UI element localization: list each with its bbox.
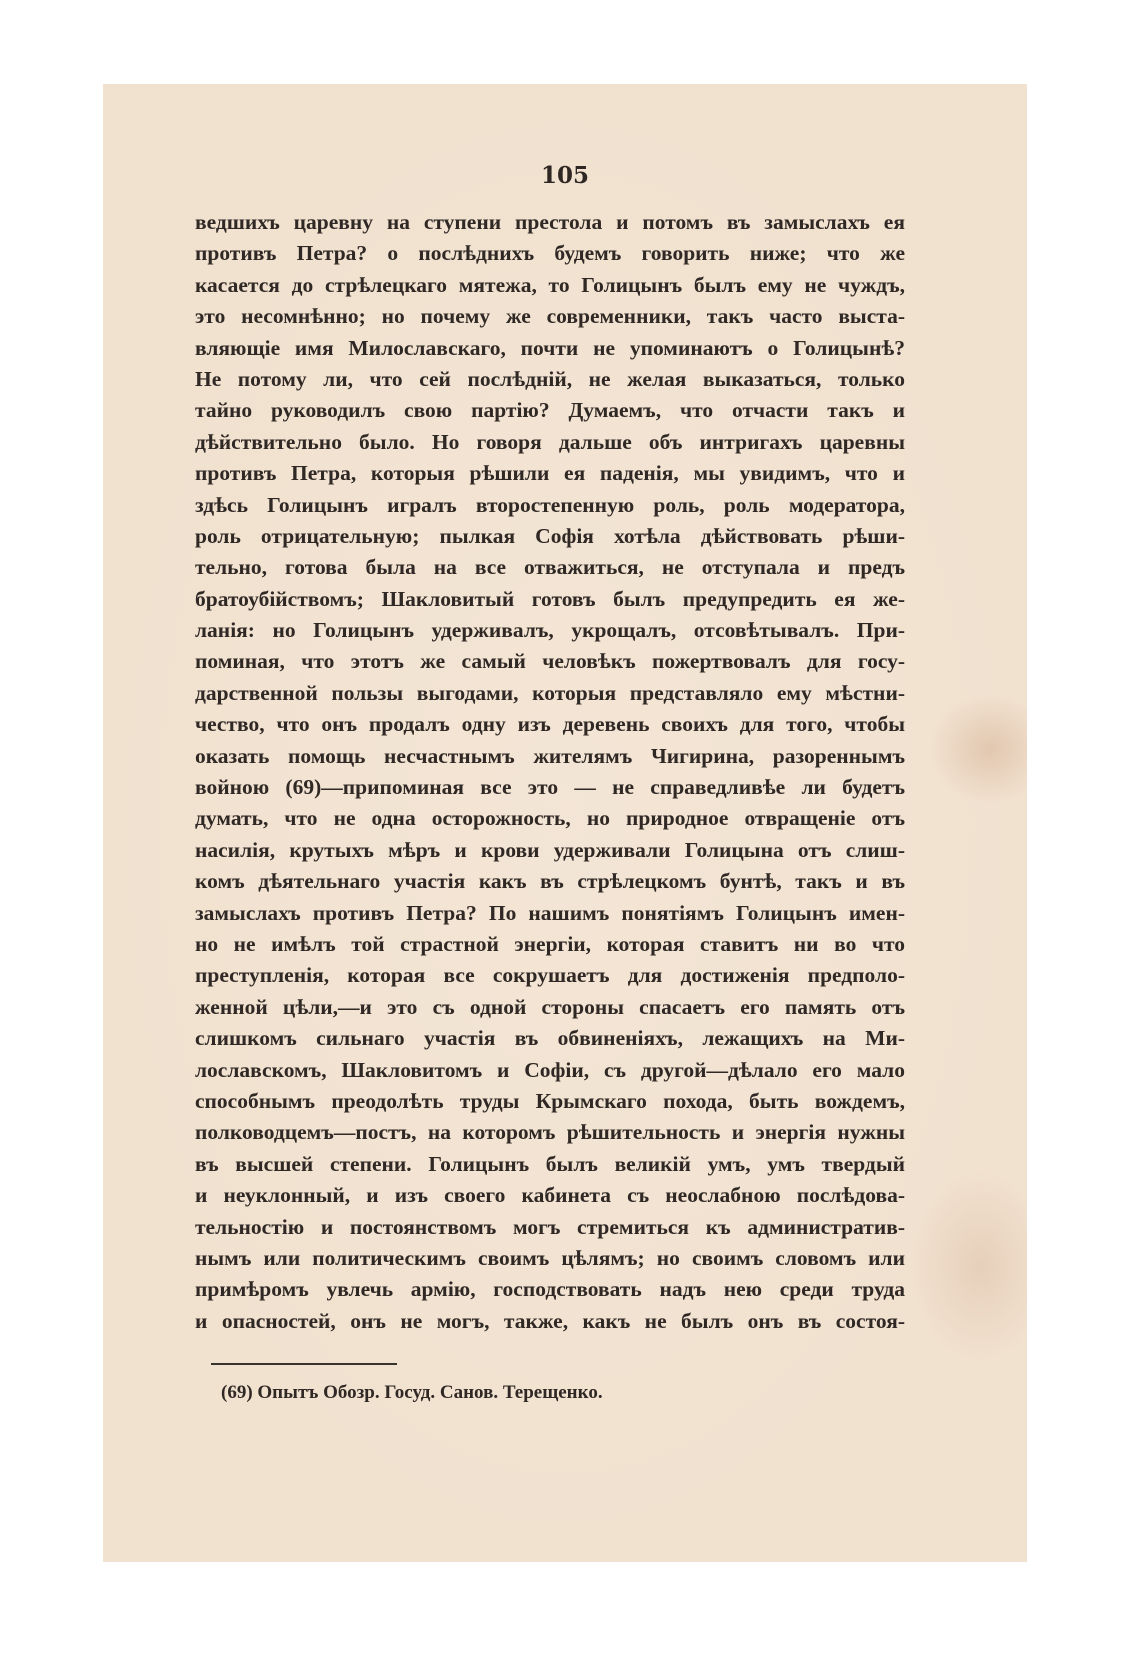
text-line: здѣсь Голицынъ игралъ второстепенную роль, роль модератора,: [195, 492, 905, 517]
scanned-page: [103, 84, 1027, 1562]
footnote: (69) Опытъ Обозр. Госуд. Санов. Терещенко.: [221, 1382, 603, 1403]
text-line: касается до стрѣлецкаго мятежа, то Голицынъ былъ ему не чуждъ,: [195, 272, 905, 297]
text-line: но не имѣлъ той страстной энергіи, которая ставитъ ни во что: [195, 931, 905, 956]
text-line: противъ Петра? о послѣднихъ будемъ говорить ниже; что же: [195, 241, 905, 266]
text-line: замыслахъ противъ Петра? По нашимъ понятіямъ Голицынъ имен-: [195, 900, 905, 925]
text-line: дѣйствительно было. Но говоря дальше объ интригахъ царевны: [195, 429, 905, 454]
text-line: поминая, что этотъ же самый человѣкъ пожертвовалъ для госу-: [195, 649, 905, 674]
text-line: лославскомъ, Шакловитомъ и Софіи, съ другой—дѣлало его мало: [195, 1057, 905, 1082]
text-line: ведшихъ царевну на ступени престола и потомъ въ замыслахъ ея: [195, 210, 905, 234]
body-text: [195, 207, 905, 1337]
text-line: въ высшей степени. Голицынъ былъ великій умъ, умъ твердый: [195, 1151, 905, 1176]
text-line: слишкомъ сильнаго участія въ обвиненіяхъ, лежащихъ на Ми-: [195, 1026, 905, 1051]
text-line: женной цѣли,—и это съ одной стороны спасаетъ его память отъ: [195, 994, 905, 1019]
text-line: чество, что онъ продалъ одну изъ деревень своихъ для того, чтобы: [195, 712, 905, 737]
text-line: думать, что не одна осторожность, но природное отвращеніе отъ: [195, 806, 905, 831]
text-line: Не потому ли, что сей послѣдній, не желая выказаться, только: [195, 366, 905, 391]
text-line: вляющіе имя Милославскаго, почти не упоминаютъ о Голицынѣ?: [195, 335, 905, 360]
text-line: нымъ или политическимъ своимъ цѣлямъ; но своимъ словомъ или: [195, 1245, 905, 1270]
text-line: насилія, крутыхъ мѣръ и крови удерживали Голицына отъ слиш-: [195, 837, 905, 862]
text-line: преступленія, которая все сокрушаетъ для достиженія предполо-: [195, 963, 905, 988]
text-line: тайно руководилъ свою партію? Думаемъ, что отчасти такъ и: [195, 398, 905, 423]
text-line: войною (69)—припоминая все это — не справедливѣе ли будетъ: [195, 775, 905, 800]
text-line: тельностію и постоянствомъ могъ стремиться къ административ-: [195, 1214, 905, 1239]
text-line: тельно, готова была на все отважиться, не отступала и предъ: [195, 555, 905, 580]
text-line: братоубійствомъ; Шакловитый готовъ былъ предупредить ея же-: [195, 586, 905, 611]
text-line: дарственной пользы выгодами, которыя представляло ему мѣстни-: [195, 680, 905, 705]
text-line: противъ Петра, которыя рѣшили ея паденія, мы увидимъ, что и: [195, 461, 905, 486]
text-line: полководцемъ—постъ, на которомъ рѣшительность и энергія нужны: [195, 1120, 905, 1145]
text-line: и неуклонный, и изъ своего кабинета съ неослабною послѣдова-: [195, 1183, 905, 1208]
text-line: и опасностей, онъ не могъ, также, какъ не былъ онъ въ состоя-: [195, 1308, 905, 1333]
page-number: 105: [540, 162, 589, 189]
text-line: это несомнѣнно; но почему же современники, такъ часто выста-: [195, 304, 905, 329]
text-line: комъ дѣятельнаго участія какъ въ стрѣлецкомъ бунтѣ, такъ и въ: [195, 869, 905, 894]
footnote-rule: [211, 1363, 397, 1365]
text-line: примѣромъ увлечь армію, господствовать надъ нею среди труда: [195, 1277, 905, 1302]
text-line: роль отрицательную; пылкая Софія хотѣла дѣйствовать рѣши-: [195, 523, 905, 548]
text-line: ланія: но Голицынъ удерживалъ, укрощалъ, отсовѣтывалъ. При-: [195, 618, 905, 643]
text-line: способнымъ преодолѣть труды Крымскаго похода, быть вождемъ,: [195, 1088, 905, 1113]
text-line: оказать помощь несчастнымъ жителямъ Чигирина, разореннымъ: [195, 743, 905, 768]
